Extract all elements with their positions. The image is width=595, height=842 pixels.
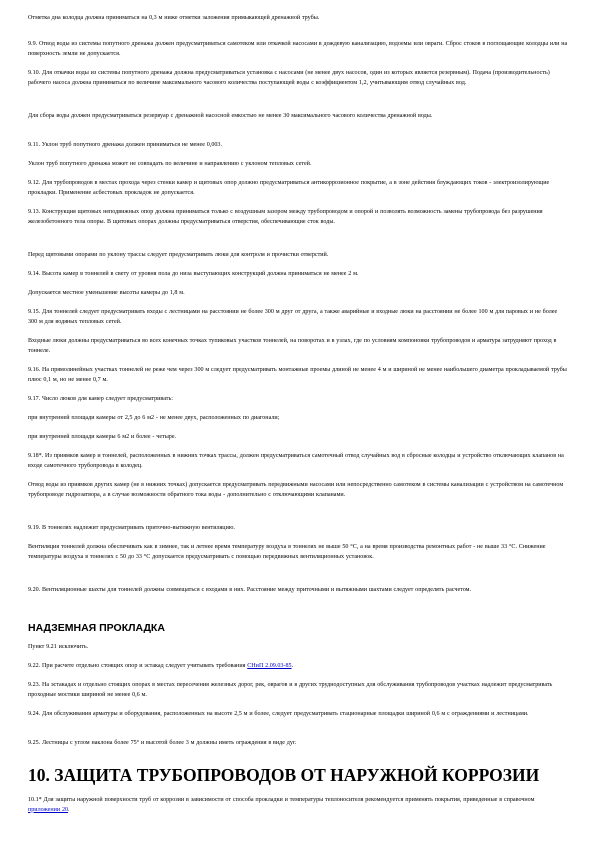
paragraph-text: 9.22. При расчете отдельно стоящих опор и эстакад следует учитывать требования [28, 663, 248, 669]
paragraph: Входные люки должны предусматриваться во всех конечных точках тупиковых участков тоннелей, на поворотах и в узлах, где по условиям компоновки трубопроводов и арматура затрудняют проход в тоннеле. [28, 338, 557, 354]
paragraph-9-18: 9.18*. Из приямков камер и тоннелей, расположенных в нижних точках трассы, должен предусматриваться самотечный отвод случайных вод в сбросные колодцы и устройство отключающих клапанов на входе самотечного трубопровода в колодец. [28, 453, 564, 469]
paragraph: Отметка дна колодца должна приниматься на 0,3 м ниже отметки заложения примыкающей дренажной трубы. [28, 15, 320, 21]
paragraph-9-23: 9.23. На эстакадах и отдельно стоящих опорах в местах пересечения железных дорог, рек, оврагов и в других труднодоступных для обслуживания трубопроводов участках надлежит предусматривать проходные мостики шириной не менее 0,6 м. [28, 682, 553, 698]
paragraph: Для сбора воды должен предусматриваться резервуар с дренажной насосной емкостью не менее 30 максимального часового количества дренажной воды. [28, 113, 433, 119]
paragraph-9-9: 9.9. Отвод воды из системы попутного дренажа должен предусматриваться самотеком или откачкой насосами в дождевую канализацию, водоемы или овраги. Сброс стоков в поглощающие колодцы или на поверхность земли не допускается. [28, 41, 568, 57]
section-subheading: НАДЗЕМНАЯ ПРОКЛАДКА [28, 622, 165, 634]
snip-link[interactable]: СНиП 2.09.03-85 [247, 663, 292, 669]
appendix-link[interactable]: приложении 20 [28, 806, 69, 813]
paragraph-9-10: 9.10. Для откачки воды из системы попутного дренажа должна предусматриваться установка с насосами (не менее двух насосов, один из которых является резервным). Подача (производительность) рабочего насоса должна приниматься по величине максимального часового количества поступающей воды с коэффициентом 1,2, учитывающим отвод случайных вод. [28, 70, 550, 86]
paragraph-9-12: 9.12. Для трубопроводов в местах прохода через стенки камер и щитовых опор должно предусматриваться антикоррозионное покрытие, а в зоне действия блуждающих токов - электроизолирующие прокладки. Применение асбестовых прокладок не допускается. [28, 180, 550, 196]
paragraph-9-15: 9.15. Для тоннелей следует предусматривать входы с лестницами на расстоянии не более 300 м друг от друга, а также аварийные и входные люки на расстоянии не более 100 м для паровых и не более 300 м для водяных тепловых сетей. [28, 309, 558, 325]
paragraph-9-22 [28, 662, 568, 672]
paragraph-9-19: 9.19. В тоннелях надлежит предусматривать приточно-вытяжную вентиляцию. [28, 525, 235, 531]
paragraph: Вентиляция тоннелей должна обеспечивать как в зимнее, так и летнее время температуру воздуха в тоннелях не выше 50 °С, а на время производства ремонтных работ - не выше 33 °С. Снижение температуры воздуха в тоннелях с 50 до 33 °С допускается предусматривать с помощью передвижных вентиляционных установок. [28, 544, 546, 560]
paragraph-9-25: 9.25. Лестницы с углом наклона более 75° и высотой более 3 м должны иметь ограждения в виде дуг. [28, 740, 297, 746]
paragraph-text: . [68, 806, 70, 813]
paragraph-9-14: 9.14. Высота камер в тоннелей в свету от уровня пола до низа выступающих конструкций должна приниматься не менее 2 м. [28, 271, 359, 277]
paragraph-9-21: Пункт 9.21 исключить. [28, 644, 89, 650]
paragraph-9-17: 9.17. Число люков для камер следует предусматривать: [28, 396, 173, 402]
paragraph: Перед щитовыми опорами по уклону трассы следует предусматривать люки для контроля и прочистки отверстий. [28, 252, 329, 258]
paragraph-9-16: 9.16. На прямолинейных участках тоннелей не реже чем через 300 м следует предусматривать монтажные проемы длиной не менее 4 м и шириной не менее наибольшего диаметра прокладываемой трубы плюс 0,1 м, но не менее 0,7 м. [28, 367, 567, 383]
paragraph-9-11: 9.11. Уклон труб попутного дренажа должен приниматься не менее 0,003. [28, 142, 222, 148]
paragraph-9-20: 9.20. Вентиляционные шахты для тоннелей должны совмещаться с входами в них. Расстояние между приточными и вытяжными шахтами следует определять расчетом. [28, 587, 472, 593]
paragraph-9-24: 9.24. Для обслуживания арматуры и оборудования, расположенных на высоте 2,5 м и более, следует предусматривать стационарные площадки шириной 0,6 м с ограждениями и лестницами. [28, 711, 529, 717]
section-heading: 10. ЗАЩИТА ТРУБОПРОВОДОВ ОТ НАРУЖНОЙ КОРРОЗИИ [28, 765, 540, 785]
paragraph: при внутренней площади камеры от 2,5 до 6 м2 - не менее двух, расположенных по диагонали; [28, 415, 280, 421]
paragraph-text: . [291, 663, 294, 669]
paragraph-10-1 [28, 796, 568, 815]
paragraph: Отвод воды из приямков других камер (не в нижних точках) допускается предусматривать передвижными насосами или непосредственно самотеком в системы канализации с устройством на самотечном трубопроводе гидрозатвора, а в случае возможности обратного тока воды - дополнительно с отключающими клапанами. [28, 482, 564, 498]
paragraph: при внутренней площади камеры 6 м2 и более - четыре. [28, 434, 177, 440]
paragraph: Уклон труб попутного дренажа может не совпадать по величине и направлению с уклоном тепловых сетей. [28, 161, 312, 167]
paragraph-9-13: 9.13. Конструкция щитовых неподвижных опор должна приниматься только с воздушным зазором между трубопроводом и опорой и позволять возможность замены трубопровода без разрушения железобетонного тела опоры. В щитовых опорах должны предусматриваться отверстия, обеспечивающие сток воды. [28, 209, 543, 225]
paragraph-text: 10.1* Для защиты наружной поверхности труб от коррозии в зависимости от способа прокладки и температуры теплоносителя рекомендуется применять покрытия, приведенные в справочном [28, 797, 535, 803]
paragraph: Допускается местное уменьшение высоты камеры до 1,8 м. [28, 290, 185, 296]
